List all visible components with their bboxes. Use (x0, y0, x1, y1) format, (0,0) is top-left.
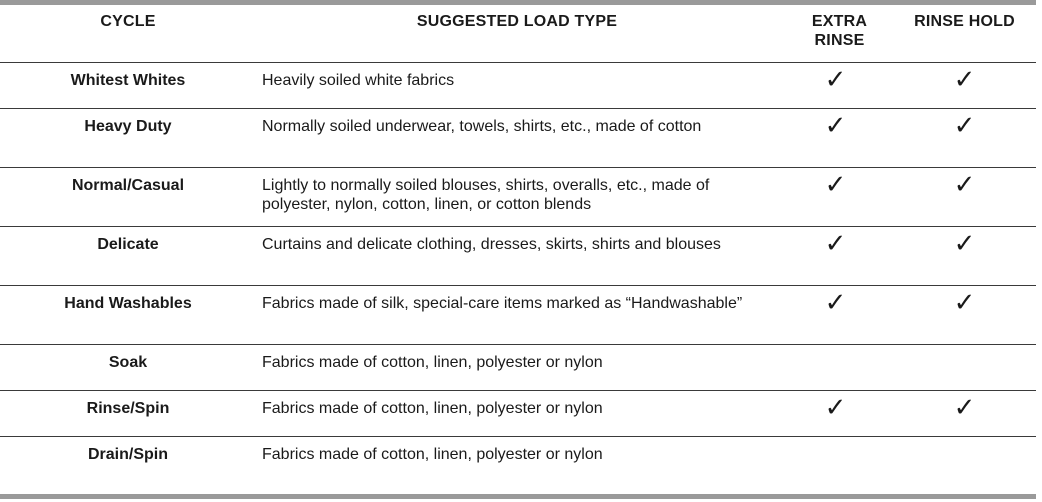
extra-rinse-check-icon: ✓ (824, 169, 847, 200)
table-row (0, 108, 1036, 167)
header-extra-rinse-line2: RINSE (814, 32, 865, 49)
table-header-row (0, 5, 1036, 62)
extra-rinse-check-icon: ✓ (824, 64, 847, 95)
table-row (0, 285, 1036, 344)
load-type: Curtains and delicate clothing, dresses, skirts, shirts and blouses (262, 235, 721, 253)
cycle-name: Delicate (97, 235, 159, 253)
extra-rinse-check-icon (778, 344, 893, 390)
extra-rinse-check-icon: ✓ (824, 392, 847, 423)
table-row (0, 62, 1036, 108)
rinse-hold-check-icon: ✓ (953, 392, 976, 423)
cycle-name: Whitest Whites (70, 71, 186, 89)
extra-rinse-check-icon: ✓ (824, 287, 847, 318)
load-type: Heavily soiled white fabrics (262, 71, 455, 89)
extra-rinse-check-icon (778, 436, 893, 482)
table-row (0, 390, 1036, 436)
header-extra-rinse-line1: EXTRA (811, 13, 868, 30)
load-type: Fabrics made of cotton, linen, polyester or nylon (262, 353, 603, 371)
rinse-hold-check-icon: ✓ (953, 110, 976, 141)
header-load-type: SUGGESTED LOAD TYPE (416, 13, 618, 30)
cycle-name: Hand Washables (64, 294, 192, 312)
table-row (0, 344, 1036, 390)
load-type: Lightly to normally soiled blouses, shirts, overalls, etc., made of polyester, nylon, cotton, linen, or cotton blends (262, 176, 710, 213)
header-cycle: CYCLE (100, 13, 156, 30)
load-type: Fabrics made of silk, special-care items marked as “Handwashable” (262, 294, 743, 312)
extra-rinse-check-icon: ✓ (824, 110, 847, 141)
rinse-hold-check-icon: ✓ (953, 169, 976, 200)
rinse-hold-check-icon: ✓ (953, 228, 976, 259)
table-row (0, 226, 1036, 285)
load-type: Fabrics made of cotton, linen, polyester or nylon (262, 399, 603, 417)
table-row (0, 436, 1036, 482)
rinse-hold-check-icon (893, 436, 1036, 482)
load-type: Normally soiled underwear, towels, shirts, etc., made of cotton (262, 117, 702, 135)
cycle-name: Rinse/Spin (86, 399, 170, 417)
bottom-rule (0, 494, 1036, 499)
table-row (0, 167, 1036, 226)
header-extra-rinse (778, 5, 893, 62)
cycle-name: Heavy Duty (84, 117, 172, 135)
rinse-hold-check-icon: ✓ (953, 287, 976, 318)
cycle-name: Soak (108, 353, 148, 371)
rinse-hold-check-icon (893, 344, 1036, 390)
cycle-name: Normal/Casual (71, 176, 185, 194)
header-rinse-hold: RINSE HOLD (914, 13, 1015, 30)
cycle-table (0, 5, 1036, 482)
load-type: Fabrics made of cotton, linen, polyester or nylon (262, 445, 603, 463)
rinse-hold-check-icon: ✓ (953, 64, 976, 95)
extra-rinse-check-icon: ✓ (824, 228, 847, 259)
cycle-name: Drain/Spin (87, 445, 168, 463)
